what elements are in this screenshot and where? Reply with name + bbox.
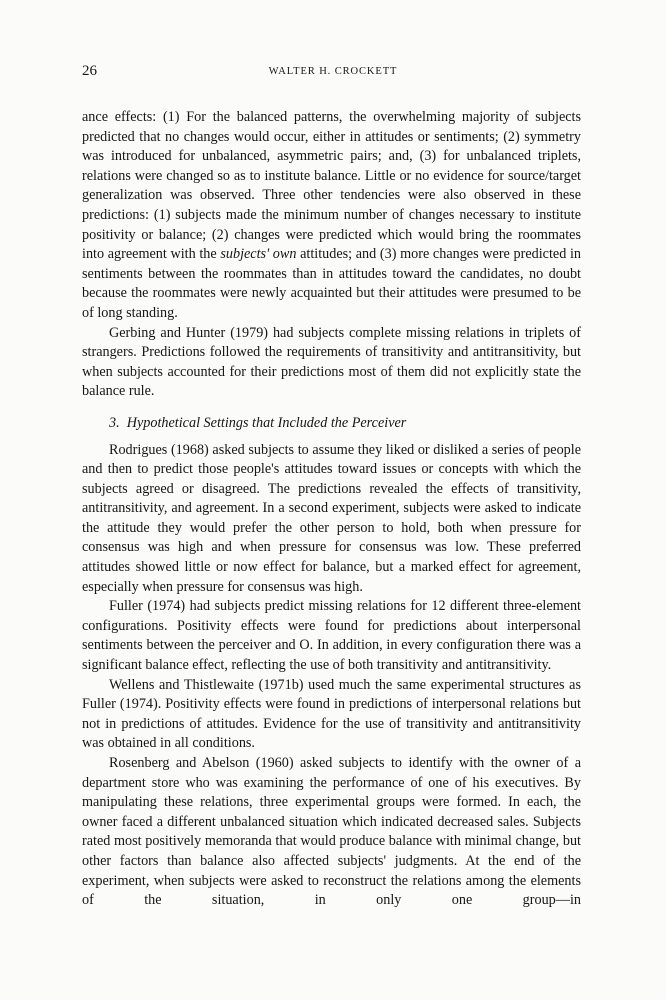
body-text — [82, 108, 581, 911]
paragraph-text: ance effects: (1) For the balanced patterns, the overwhelming majority of subjects predicted that no changes would occur, either in attitudes or sentiments; (2) symmetry was introduced for unbalanced, asymmetric pairs; and, (3) for unbalanced triplets, relations were changed so as to institute balance. Little or no evidence for source/target generalization was observed. Three other tendencies were also observed in these predictions: (1) subjects made the minimum number of changes necessary to institute positivity or balance; (2) changes were predicted which would bring the roommates into agreement with the — [82, 109, 581, 263]
page-number: 26 — [82, 63, 97, 79]
paragraph-text: attitudes; and (3) more changes were predicted in sentiments between the roommates than in attitudes toward the candidates, no doubt because the roommates were newly acquainted but their attitudes were presumed to be of long standing. — [82, 246, 581, 321]
paragraph-wellens-thistlewaite: Wellens and Thistlewaite (1971b) used much the same experimental structures as Fuller (1974). Positivity effects were found in predictions of interpersonal relations but not in predictions of attitudes. Evidence for the use of transitivity and antitransitivity was obtained in all conditions. — [82, 676, 581, 752]
running-head: WALTER H. CROCKETT — [268, 66, 398, 77]
section-number: 3. — [109, 414, 120, 431]
section-title: Hypothetical Settings that Included the Perceiver — [126, 414, 407, 431]
paragraph-rodrigues: Rodrigues (1968) asked subjects to assume they liked or disliked a series of people and then to predict those people's attitudes toward issues or concepts with which the subjects agreed or disagreed. The predictions revealed the effects of transitivity, antitransitivity, and agreement. In a second experiment, subjects were asked to indicate the attitude they would prefer the other person to hold, both when pressure for consensus was high and when pressure for consensus was low. These preferred attitudes showed little or now effect for balance, but a marked effect for agreement, especially when pressure for consensus was high. — [82, 441, 581, 595]
section-heading — [82, 414, 581, 434]
paragraph-continued — [82, 108, 581, 324]
paragraph-fuller: Fuller (1974) had subjects predict missing relations for 12 different three-element configurations. Positivity effects were found for predictions about interpersonal sentiments between the perceiver and O. In addition, in every configuration there was a significant balance effect, reflecting the use of both transitivity and antitransitivity. — [82, 598, 581, 674]
paragraph-rosenberg-abelson: Rosenberg and Abelson (1960) asked subjects to identify with the owner of a department store who was examining the performance of one of his executives. By manipulating these relations, three experimental groups were formed. In each, the owner faced a different unbalanced situation which indicated decreased sales. Subjects rated most positively memoranda that would produce balance with minimal change, but other factors than balance also affected subjects' judgments. At the end of the experiment, when subjects were asked to reconstruct the relations among the elements of the situation, in only one group—in — [82, 755, 581, 909]
paragraph-gerbing-hunter: Gerbing and Hunter (1979) had subjects complete missing relations in triplets of strangers. Predictions followed the requirements of transitivity and antitransitivity, but when subjects accounted for their predictions most of them did not explicitly state the balance rule. — [82, 324, 581, 400]
emphasized-text: subjects' own — [220, 246, 297, 263]
